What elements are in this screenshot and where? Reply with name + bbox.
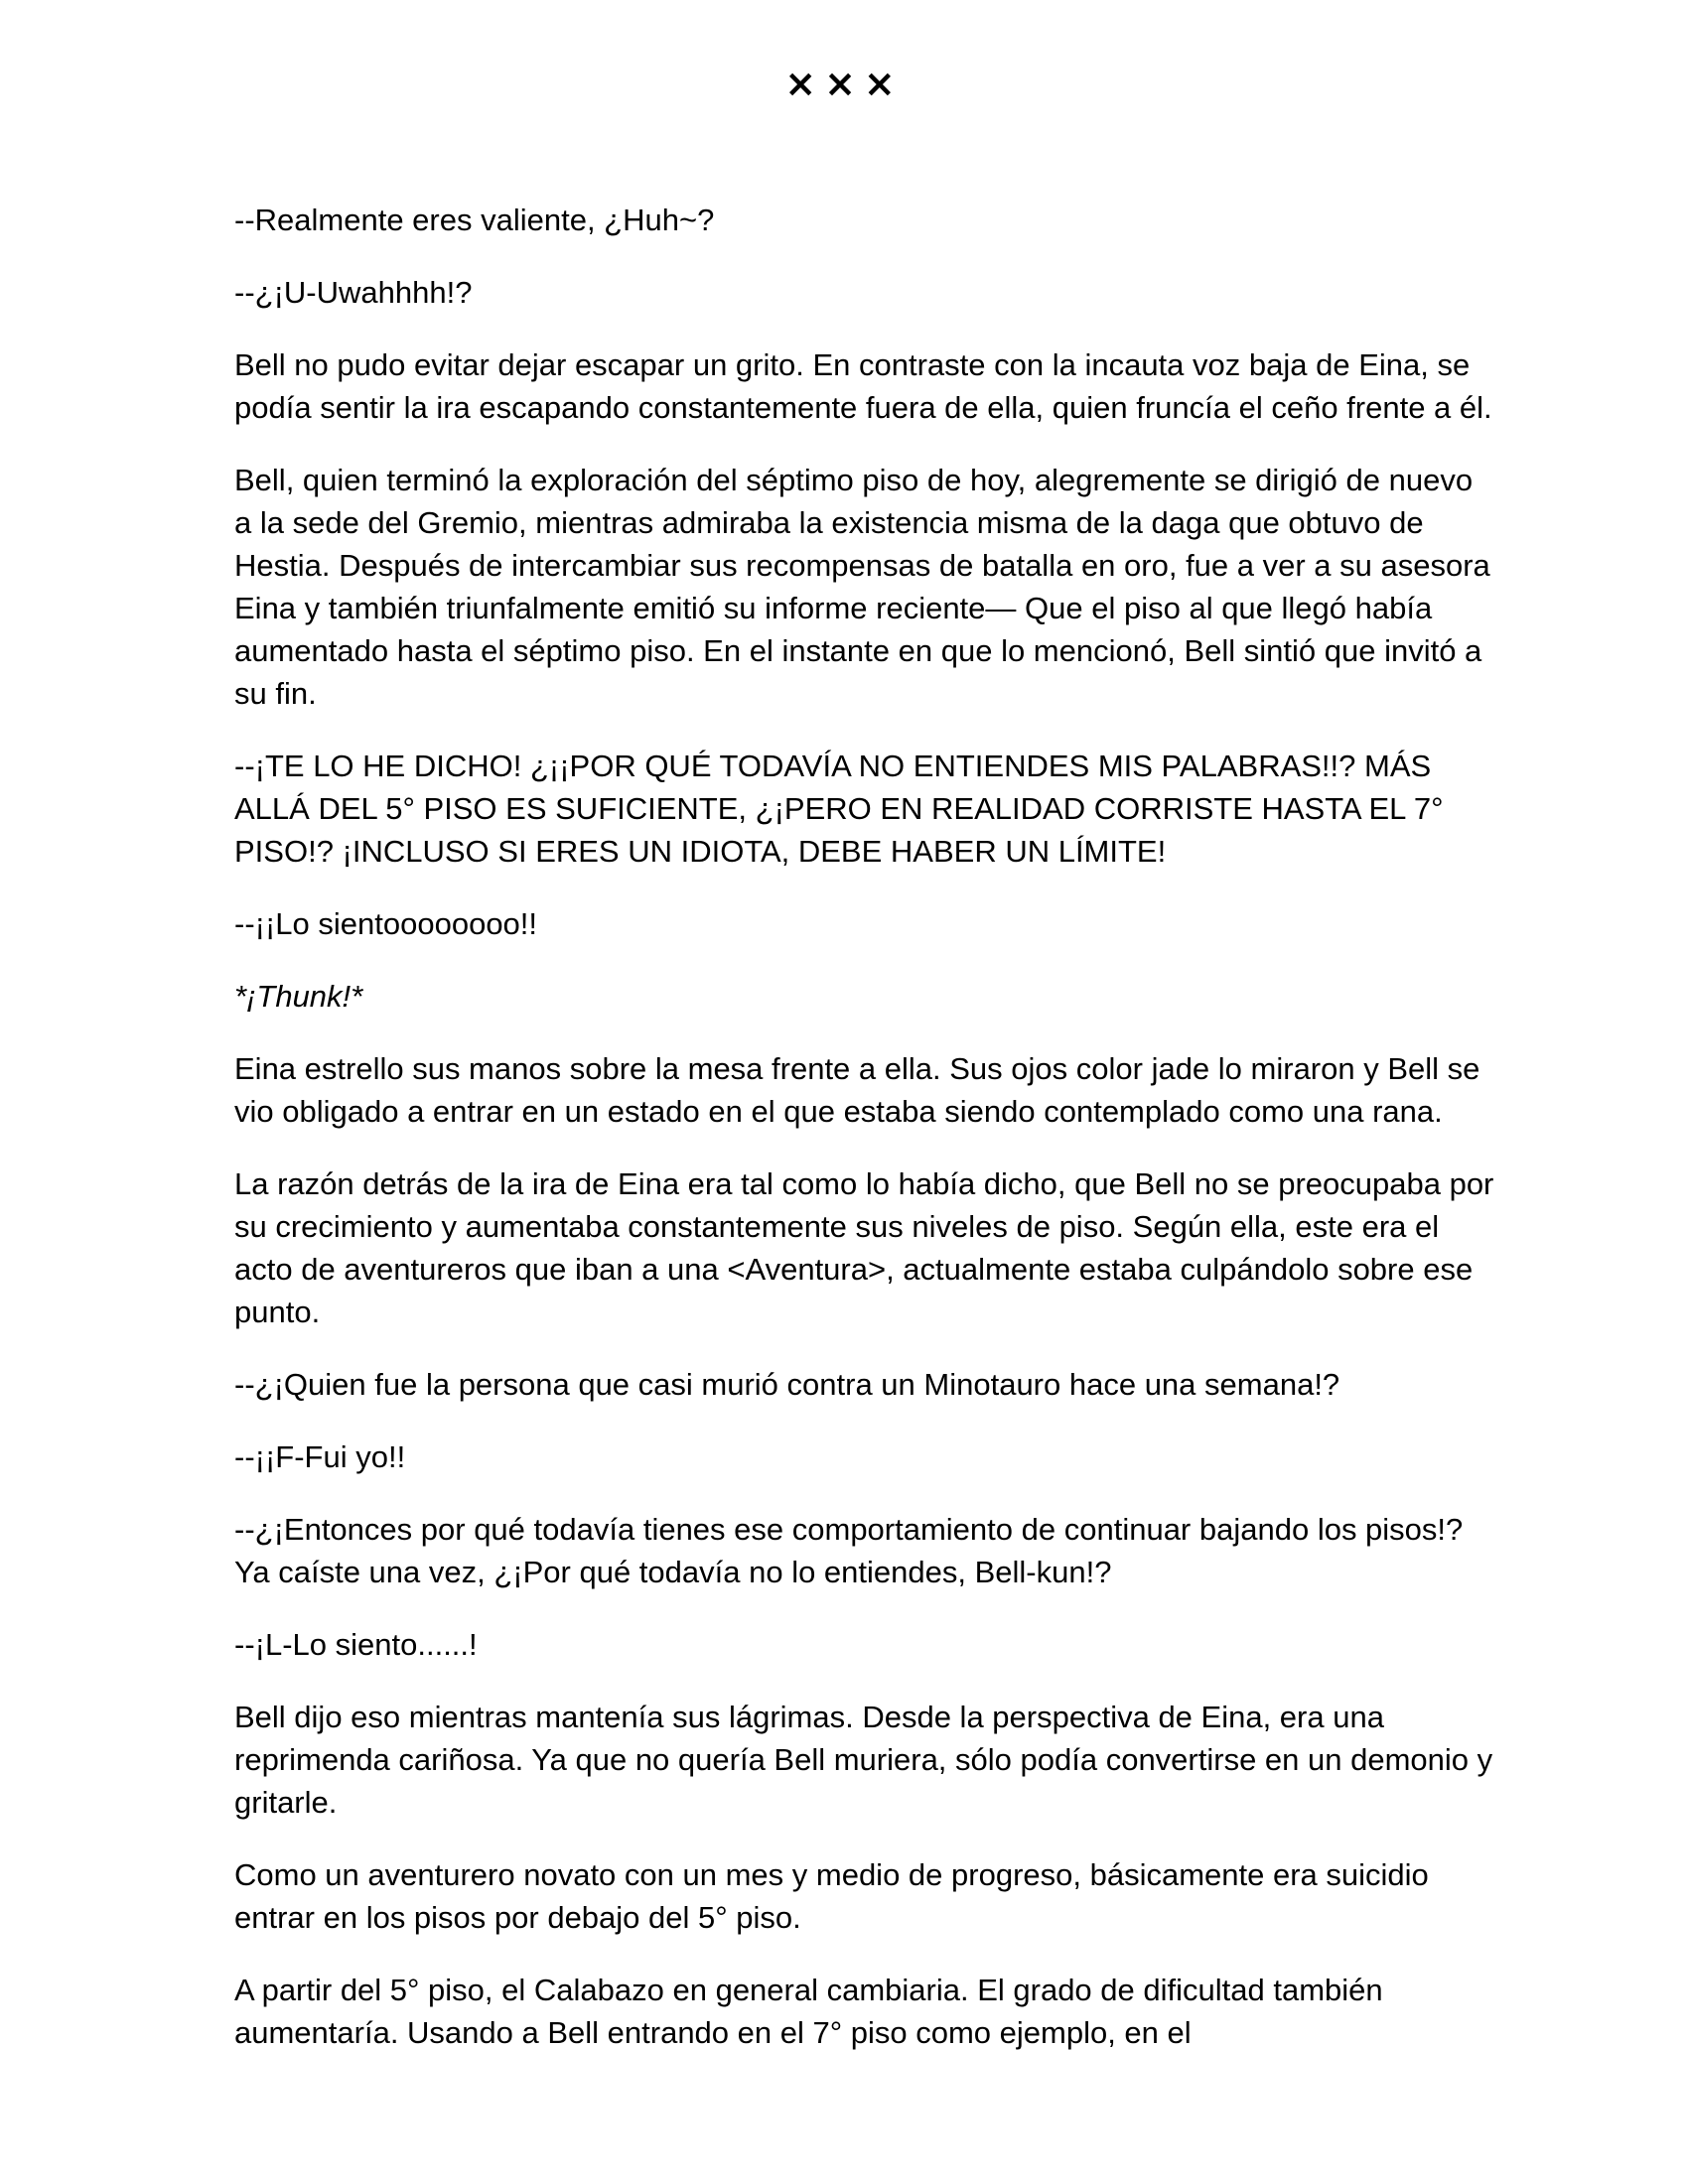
paragraph: Bell, quien terminó la exploración del séptimo piso de hoy, alegremente se dirigió de nuevo a la sede del Gremio, mientras admiraba la existencia misma de la daga que obtuvo de Hestia. Después de intercambiar sus recompensas de batalla en oro, fue a ver a su asesora Eina y también triunfalmente emitió su informe reciente— Que el piso al que llegó había aumentado hasta el séptimo piso. En el instante en que lo mencionó, Bell sintió que invitó a su fin. — [234, 463, 1490, 711]
section-separator: ××× — [784, 62, 904, 105]
paragraph: --¡¡F-Fui yo!! — [234, 1439, 406, 1474]
paragraph: --¿¡Quien fue la persona que casi murió contra un Minotauro hace una semana!? — [234, 1367, 1340, 1402]
paragraph: --¡L-Lo siento......! — [234, 1627, 478, 1662]
paragraph: Como un aventurero novato con un mes y medio de progreso, básicamente era suicidio entrar en los pisos por debajo del 5° piso. — [234, 1857, 1429, 1935]
paragraph: La razón detrás de la ira de Eina era tal como lo había dicho, que Bell no se preocupaba por su crecimiento y aumentaba constantemente sus niveles de piso. Según ella, este era el acto de aventureros que iban a una <Aventura>, actualmente estaba culpándolo sobre ese punto. — [234, 1166, 1494, 1329]
paragraph: --Realmente eres valiente, ¿Huh~? — [234, 203, 715, 237]
document-body — [234, 199, 1495, 2084]
paragraph: --¡TE LO HE DICHO! ¿¡¡POR QUÉ TODAVÍA NO ENTIENDES MIS PALABRAS!!? MÁS ALLÁ DEL 5° PISO ES SUFICIENTE, ¿¡PERO EN REALIDAD CORRISTE HASTA EL 7° PISO!? ¡INCLUSO SI ERES UN IDIOTA, DEBE HABER UN LÍMITE! — [234, 749, 1444, 869]
paragraph: Bell dijo eso mientras mantenía sus lágrimas. Desde la perspectiva de Eina, era una reprimenda cariñosa. Ya que no quería Bell muriera, sólo podía convertirse en un demonio y gritarle. — [234, 1700, 1493, 1820]
paragraph: --¡¡Lo sientoooooooo!! — [234, 906, 538, 941]
paragraph: Bell no pudo evitar dejar escapar un grito. En contraste con la incauta voz baja de Eina, se podía sentir la ira escapando constantemente fuera de ella, quien fruncía el ceño frente a él. — [234, 347, 1492, 425]
paragraph: --¿¡U-Uwahhhh!? — [234, 275, 473, 310]
paragraph: Eina estrello sus manos sobre la mesa frente a ella. Sus ojos color jade lo miraron y Bell se vio obligado a entrar en un estado en el que estaba siendo contemplado como una rana. — [234, 1051, 1480, 1129]
paragraph: A partir del 5° piso, el Calabazo en general cambiaria. El grado de dificultad también aumentaría. Usando a Bell entrando en el 7° piso como ejemplo, en el — [234, 1973, 1383, 2050]
paragraph: --¿¡Entonces por qué todavía tienes ese comportamiento de continuar bajando los pisos!? Ya caíste una vez, ¿¡Por qué todavía no lo entiendes, Bell-kun!? — [234, 1512, 1464, 1589]
sound-effect-paragraph: *¡Thunk!* — [234, 979, 363, 1014]
